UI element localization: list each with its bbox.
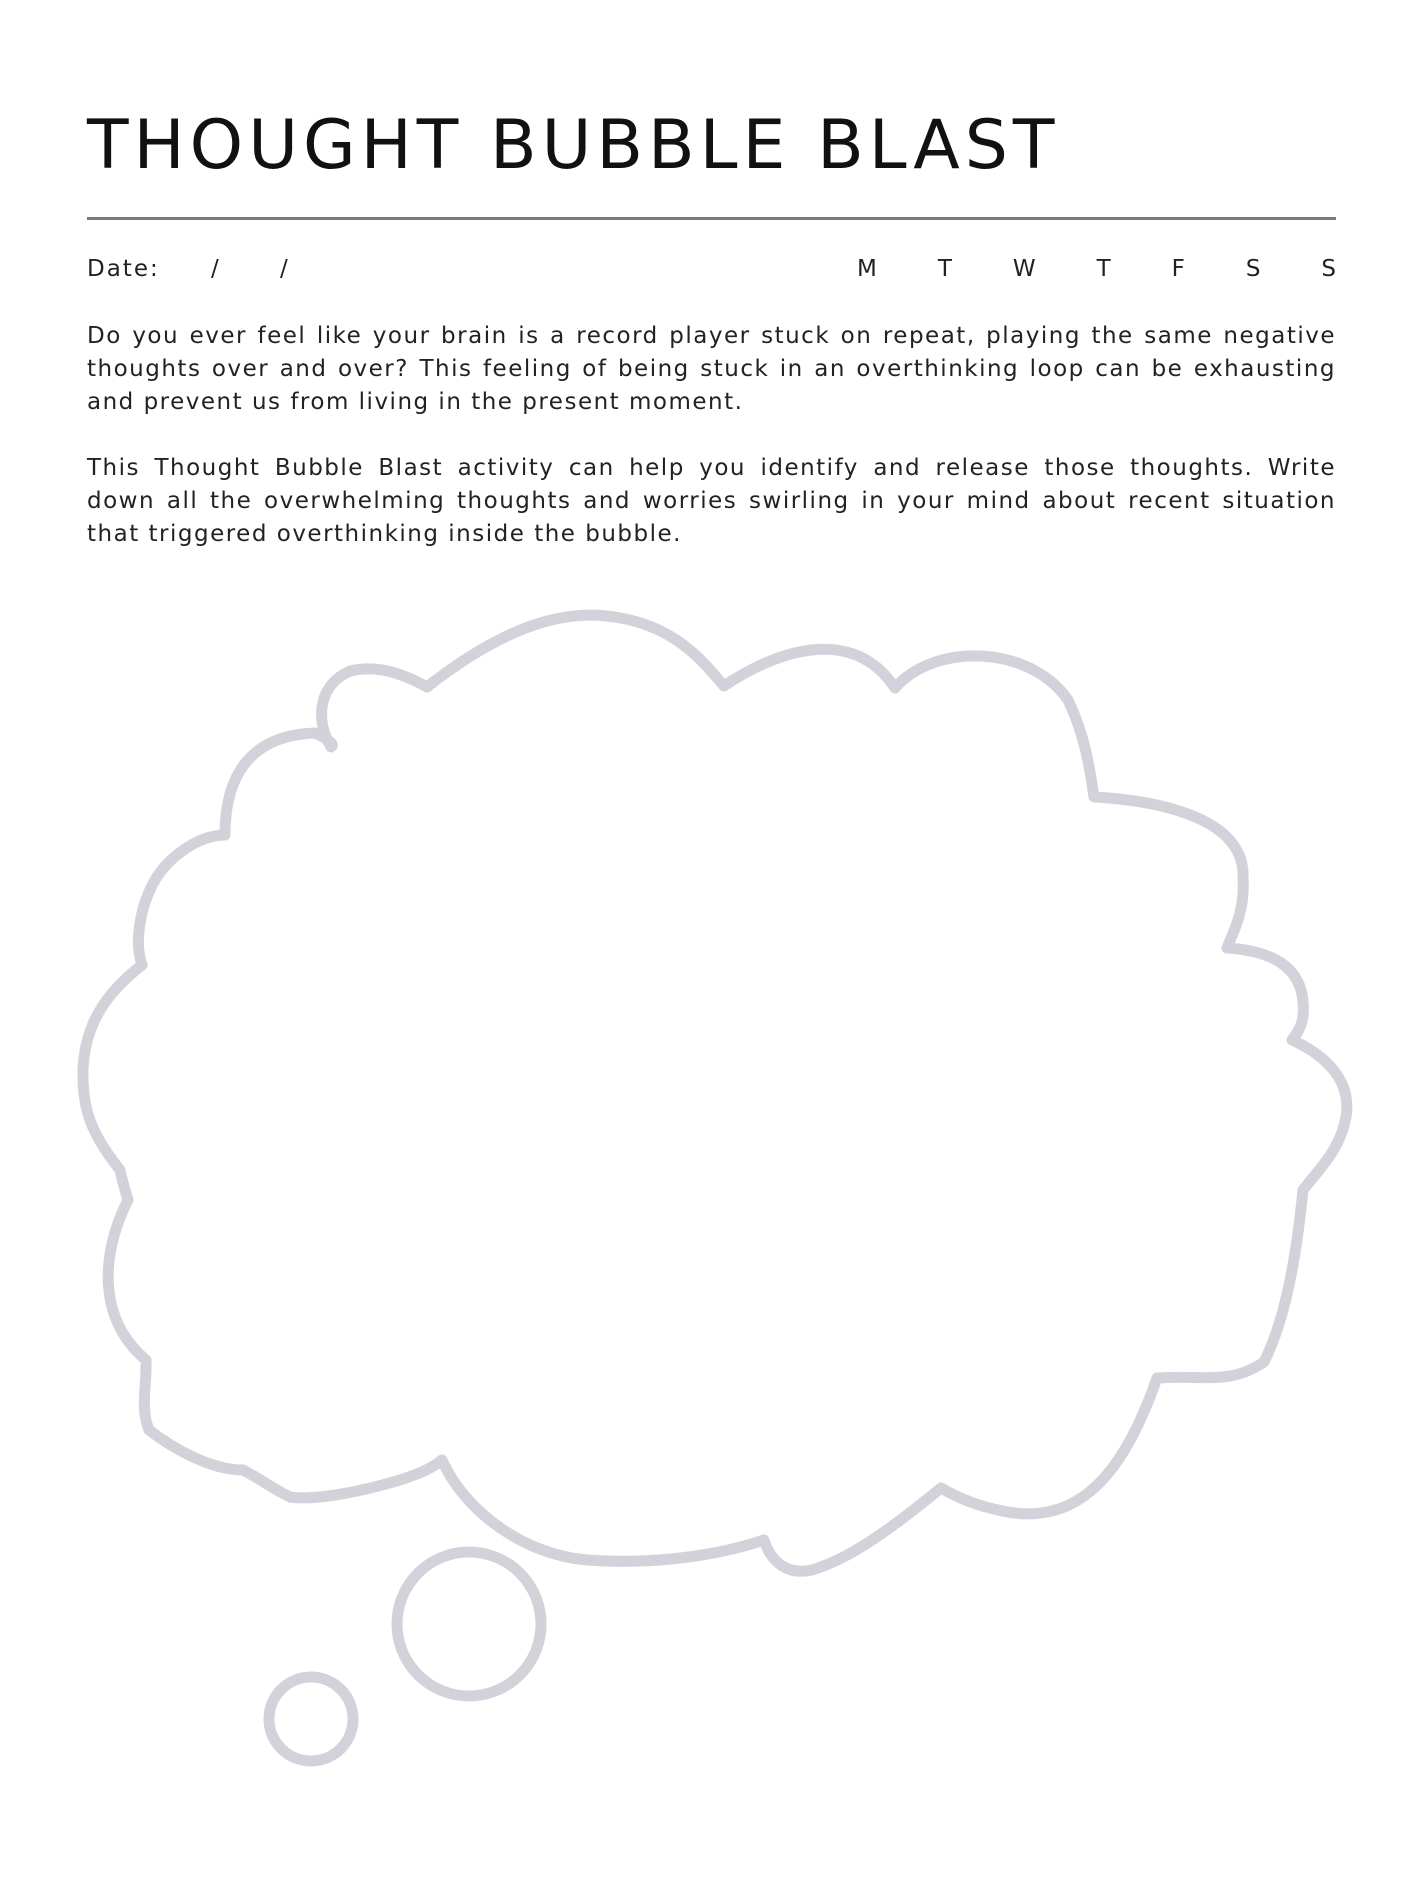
thought-bubble-cloud[interactable] — [83, 615, 1347, 1571]
weekday-wednesday[interactable]: W — [1012, 256, 1036, 282]
instructions-paragraph: This Thought Bubble Blast activity can help you identify and release those thoughts. Write down all the overwhelming thoughts and worries swirling in your mind about recent situation that triggered overthinking inside the bubble. — [87, 455, 1336, 547]
thought-bubble-small-dot[interactable] — [269, 1677, 353, 1761]
weekday-thursday[interactable]: T — [1096, 256, 1111, 282]
weekday-tuesday[interactable]: T — [937, 256, 952, 282]
weekday-sunday[interactable]: S — [1321, 256, 1336, 282]
thought-bubble-large-dot[interactable] — [397, 1552, 541, 1696]
date-separator-2: / — [280, 256, 290, 282]
weekday-saturday[interactable]: S — [1245, 256, 1261, 282]
page-title: THOUGHT BUBBLE BLAST — [87, 106, 1060, 185]
date-separator-1: / — [211, 256, 221, 282]
weekday-monday[interactable]: M — [857, 256, 877, 282]
weekday-friday[interactable]: F — [1171, 256, 1185, 282]
date-label: Date: — [87, 256, 160, 282]
intro-paragraph: Do you ever feel like your brain is a record player stuck on repeat, playing the same negative thoughts over and over? This feeling of being stuck in an overthinking loop can be exhausting and prevent us from living in the present moment. — [87, 323, 1336, 415]
